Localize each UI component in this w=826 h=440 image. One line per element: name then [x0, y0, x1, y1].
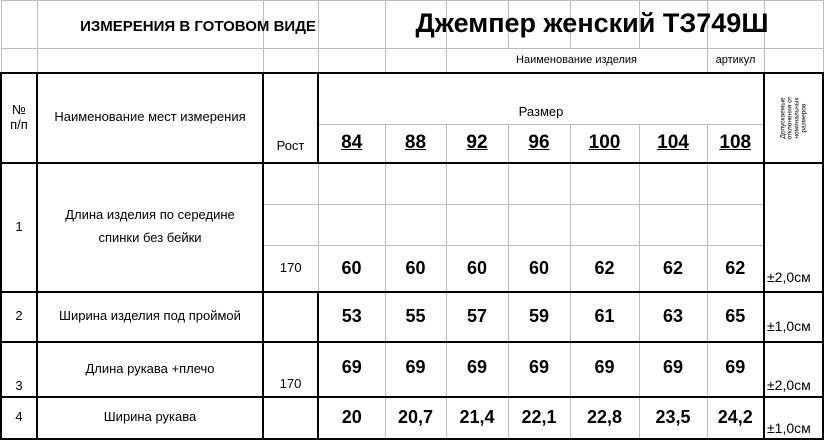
table-row [1, 163, 823, 205]
row-2-value-108: 65 [707, 292, 764, 342]
row-4-tolerance: ±1,0см [764, 397, 823, 439]
row-4-value-108: 24,2 [707, 397, 764, 439]
row-1-value-88: 60 [385, 246, 446, 292]
row-4-name: Ширина рукава [37, 397, 263, 439]
row-4-value-100: 22,8 [570, 397, 639, 439]
col-header-height: Рост [263, 73, 318, 163]
row-4-height [263, 397, 318, 439]
row-4-no: 4 [1, 397, 37, 439]
row-4-value-96: 22,1 [508, 397, 570, 439]
table-row [1, 292, 823, 342]
row-2-tolerance: ±1,0см [764, 292, 823, 342]
row-2-value-100: 61 [570, 292, 639, 342]
row-2-value-84: 53 [318, 292, 385, 342]
size-96: 96 [508, 125, 570, 163]
col-header-no: № п/п [1, 73, 37, 163]
row-2-value-88: 55 [385, 292, 446, 342]
row-1-value-96: 60 [508, 246, 570, 292]
size-108: 108 [707, 125, 764, 163]
product-title: Джемпер женский ТЗ749Ш [415, 8, 769, 38]
row-3-no: 3 [1, 342, 37, 397]
size-92: 92 [446, 125, 508, 163]
row-2-name: Ширина изделия под проймой [37, 292, 263, 342]
col-header-tolerance: Допускаемые отклонения от номинальных размеров [764, 73, 823, 163]
size-100: 100 [570, 125, 639, 163]
row-2-value-104: 63 [639, 292, 707, 342]
row-2-height [263, 292, 318, 342]
row-3-value-88: 69 [385, 342, 446, 397]
row-1-value-108: 62 [707, 246, 764, 292]
size-88: 88 [385, 125, 446, 163]
row-3-value-100: 69 [570, 342, 639, 397]
row-3-tolerance: ±2,0см [764, 342, 823, 397]
row-1-name: Длина изделия по середине спинки без бейки [37, 163, 263, 292]
row-1-tolerance: ±2,0см [764, 163, 823, 292]
size-84: 84 [318, 125, 385, 163]
col-header-place: Наименование мест измерения [37, 73, 263, 163]
row-3-value-96: 69 [508, 342, 570, 397]
row-4-value-92: 21,4 [446, 397, 508, 439]
row-3-value-92: 69 [446, 342, 508, 397]
row-2-value-96: 59 [508, 292, 570, 342]
product-name-label: Наименование изделия [446, 49, 707, 73]
row-2-no: 2 [1, 292, 37, 342]
row-1-no: 1 [1, 163, 37, 292]
row-3-name: Длина рукава +плечо [37, 342, 263, 397]
row-4-value-84: 20 [318, 397, 385, 439]
row-1-value-104: 62 [639, 246, 707, 292]
row-3-value-108: 69 [707, 342, 764, 397]
article-label: артикул [707, 49, 764, 73]
row-1-value-84: 60 [318, 246, 385, 292]
row-3-value-104: 69 [639, 342, 707, 397]
row-4-value-88: 20,7 [385, 397, 446, 439]
label-row [1, 49, 823, 73]
row-3-height: 170 [263, 342, 318, 397]
row-1-value-100: 62 [570, 246, 639, 292]
row-3-value-84: 69 [318, 342, 385, 397]
table-row [1, 342, 823, 397]
row-4-value-104: 23,5 [639, 397, 707, 439]
table-row [1, 397, 823, 439]
row-1-value-92: 60 [446, 246, 508, 292]
row-2-value-92: 57 [446, 292, 508, 342]
col-header-size: Размер [318, 73, 764, 125]
size-104: 104 [639, 125, 707, 163]
row-1-height: 170 [263, 246, 318, 292]
page-title: ИЗМЕРЕНИЯ В ГОТОВОМ ВИДЕ [80, 18, 316, 35]
